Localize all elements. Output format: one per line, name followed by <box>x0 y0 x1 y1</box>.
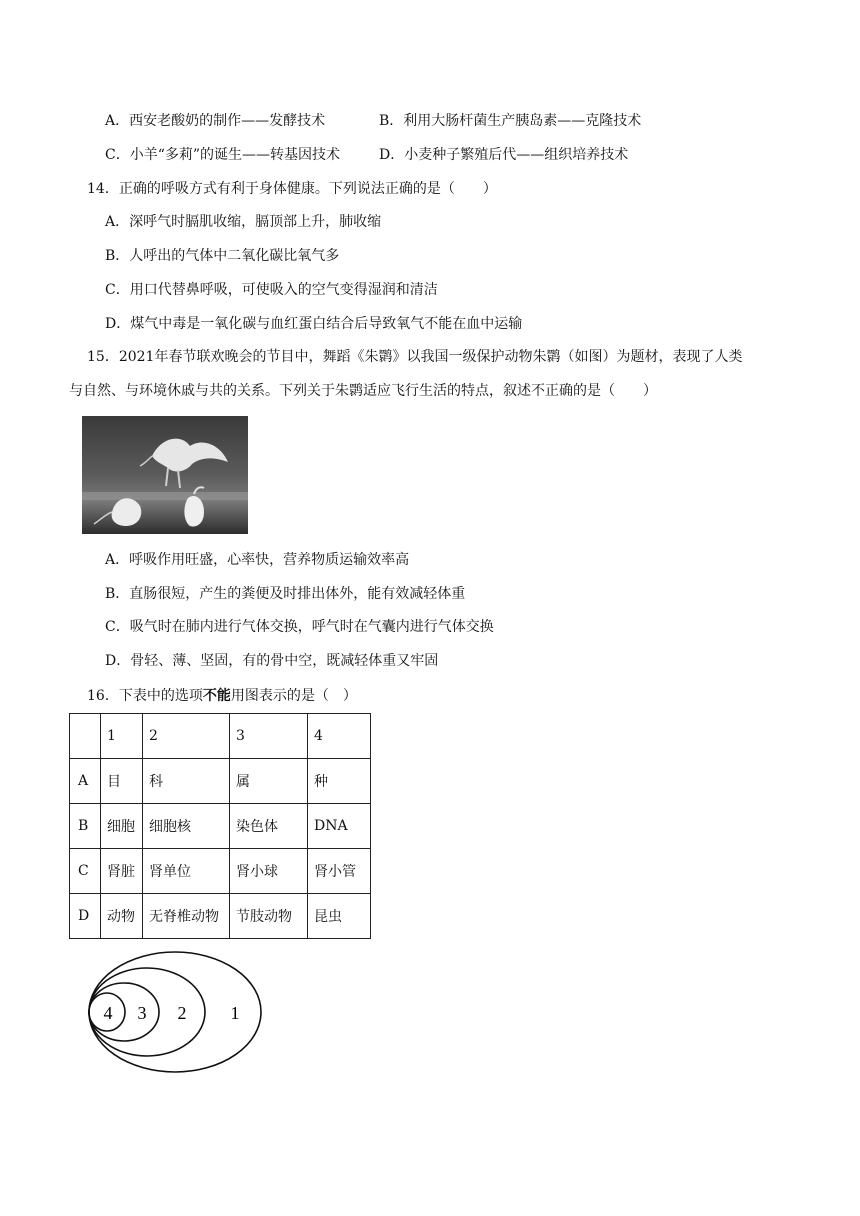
q16-stem <box>87 686 357 706</box>
q16-stem-emphasis: 不能 <box>202 688 231 704</box>
table-row <box>70 849 371 894</box>
q15-option-c: C．吸气时在肺内进行气体交换，呼气时在气囊内进行气体交换 <box>105 619 494 635</box>
table-cell: D <box>70 894 101 939</box>
q14-option-d: D．煤气中毒是一氧化碳与血红蛋白结合后导致氧气不能在血中运输 <box>105 316 523 332</box>
table-row <box>70 759 371 804</box>
q15-stem-line1: 15．2021年春节联欢晚会的节目中，舞蹈《朱鹮》以我国一级保护动物朱鹮（如图）为题材，表现了人类 <box>87 349 743 365</box>
q14-option-c: C．用口代替鼻呼吸，可使吸入的空气变得湿润和清洁 <box>105 282 438 298</box>
diagram-label-4: 4 <box>103 1003 113 1023</box>
q16-table <box>69 713 371 939</box>
table-cell: 科 <box>143 759 230 804</box>
table-cell: C <box>70 849 101 894</box>
q15-option-d: D．骨轻、薄、坚固，有的骨中空，既减轻体重又牢固 <box>105 653 439 669</box>
table-cell: 染色体 <box>230 804 308 849</box>
q16-stem-suffix: 用图表示的是（ ） <box>230 688 357 704</box>
table-cell: 肾单位 <box>143 849 230 894</box>
q15-option-b: B．直肠很短，产生的粪便及时排出体外，能有效减轻体重 <box>105 586 466 602</box>
table-cell: 节肢动物 <box>230 894 308 939</box>
table-cell: 属 <box>230 759 308 804</box>
q13-option-b: B．利用大肠杆菌生产胰岛素——克隆技术 <box>379 113 642 129</box>
table-cell: 目 <box>101 759 143 804</box>
q14-option-b: B．人呼出的气体中二氧化碳比氧气多 <box>105 248 340 264</box>
table-cell: 动物 <box>101 894 143 939</box>
table-cell: 细胞核 <box>143 804 230 849</box>
q16-stem-prefix: 16．下表中的选项 <box>87 688 203 704</box>
table-cell: 3 <box>230 714 308 759</box>
diagram-label-3: 3 <box>137 1003 147 1023</box>
table-cell: 肾小球 <box>230 849 308 894</box>
table-row <box>70 894 371 939</box>
diagram-label-2: 2 <box>177 1003 187 1023</box>
q14-option-a: A．深呼气时膈肌收缩，膈顶部上升，肺收缩 <box>105 214 382 230</box>
table-cell: 4 <box>308 714 371 759</box>
table-cell: 昆虫 <box>308 894 371 939</box>
q15-option-a: A．呼吸作用旺盛，心率快，营养物质运输效率高 <box>105 552 410 568</box>
table-cell <box>70 714 101 759</box>
table-cell: 肾小管 <box>308 849 371 894</box>
table-cell: A <box>70 759 101 804</box>
q15-stem-line2: 与自然、与环境休戚与共的关系。下列关于朱鹮适应飞行生活的特点，叙述不正确的是（ ） <box>69 383 657 399</box>
table-cell: DNA <box>308 804 371 849</box>
table-cell: 肾脏 <box>101 849 143 894</box>
ellipse-3 <box>89 983 159 1041</box>
ibis-photo <box>82 416 248 534</box>
q13-option-d: D．小麦种子繁殖后代——组织培养技术 <box>379 147 629 163</box>
table-row <box>70 804 371 849</box>
q13-option-a: A．西安老酸奶的制作——发酵技术 <box>105 113 326 129</box>
nested-ellipse-diagram <box>86 948 266 1078</box>
table-cell: 2 <box>143 714 230 759</box>
table-cell: B <box>70 804 101 849</box>
table-cell: 1 <box>101 714 143 759</box>
table-cell: 无脊椎动物 <box>143 894 230 939</box>
diagram-label-1: 1 <box>230 1003 240 1023</box>
q14-stem: 14．正确的呼吸方式有利于身体健康。下列说法正确的是（ ） <box>87 181 497 197</box>
table-cell: 种 <box>308 759 371 804</box>
table-cell: 细胞 <box>101 804 143 849</box>
table-header-row <box>70 714 371 759</box>
q13-option-c: C．小羊“多莉”的诞生——转基因技术 <box>105 147 341 163</box>
